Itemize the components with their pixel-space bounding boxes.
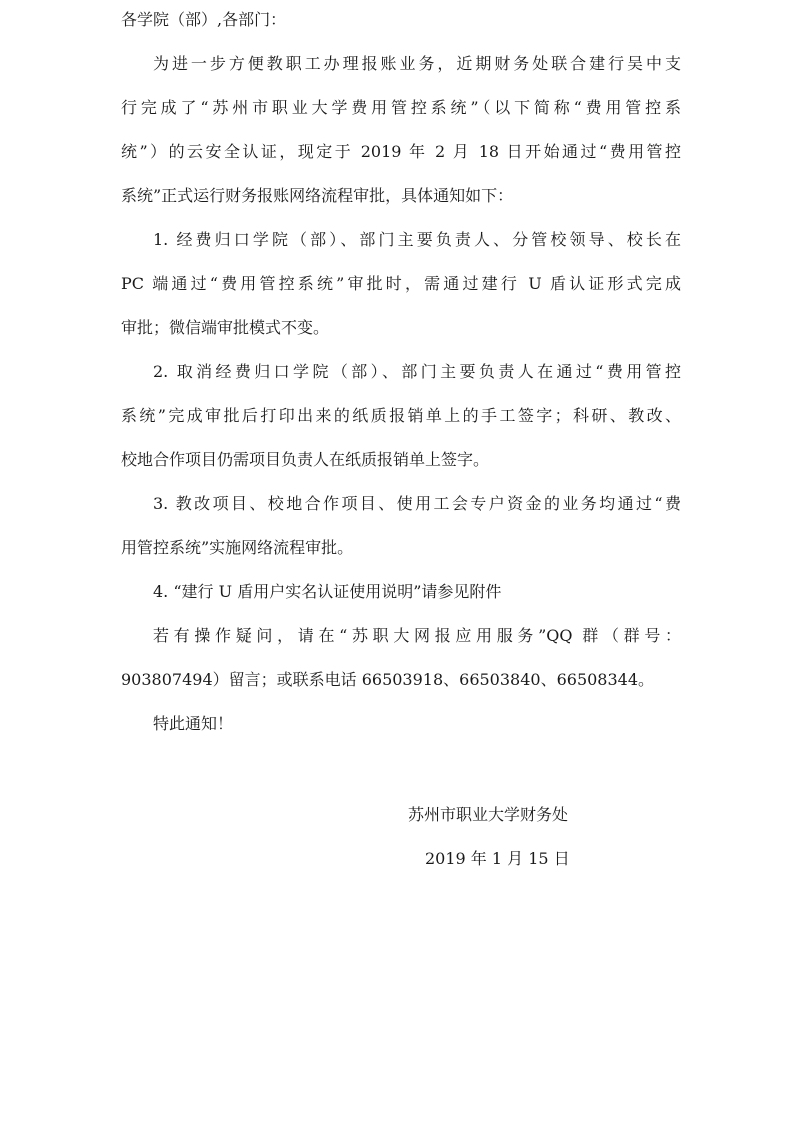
salutation: 各学院（部）,各部门： xyxy=(121,10,287,29)
contact-line: 903807494）留言；或联系电话 66503918、66503840、66508344。 xyxy=(121,670,655,689)
closing-line: 特此通知！ xyxy=(153,714,234,733)
list-item-line: 用管控系统”实施网络流程审批。 xyxy=(121,538,354,557)
signature-date: 2019 年 1 月 15 日 xyxy=(425,849,570,868)
paragraph-line: 行完成了“苏州市职业大学费用管控系统”（以下简称“费用管控系 xyxy=(121,98,681,117)
list-item-line: 2. 取消经费归口学院（部）、部门主要负责人在通过“费用管控 xyxy=(153,362,681,381)
list-item-line: 审批；微信端审批模式不变。 xyxy=(121,318,330,337)
list-item-line: 系统”完成审批后打印出来的纸质报销单上的手工签字；科研、教改、 xyxy=(121,406,681,425)
list-item-line: 1. 经费归口学院（部）、部门主要负责人、分管校领导、校长在 xyxy=(153,230,681,249)
list-item-line: 4. “建行 U 盾用户实名认证使用说明”请参见附件 xyxy=(153,582,502,601)
list-item-line: 3. 教改项目、校地合作项目、使用工会专户资金的业务均通过“费 xyxy=(153,494,681,513)
paragraph-line: 统”）的云安全认证，现定于 2019 年 2 月 18 日开始通过“费用管控 xyxy=(121,142,681,161)
contact-line: 若有操作疑问，请在“苏职大网报应用服务”QQ 群（群号： xyxy=(153,626,681,645)
paragraph-line: 为进一步方便教职工办理报账业务，近期财务处联合建行吴中支 xyxy=(153,54,681,73)
list-item-line: 校地合作项目仍需项目负责人在纸质报销单上签字。 xyxy=(121,450,490,469)
list-item-line: PC 端通过“费用管控系统”审批时，需通过建行 U 盾认证形式完成 xyxy=(121,274,681,293)
signature-org: 苏州市职业大学财务处 xyxy=(408,805,569,824)
paragraph-line: 系统”正式运行财务报账网络流程审批，具体通知如下： xyxy=(121,186,514,205)
